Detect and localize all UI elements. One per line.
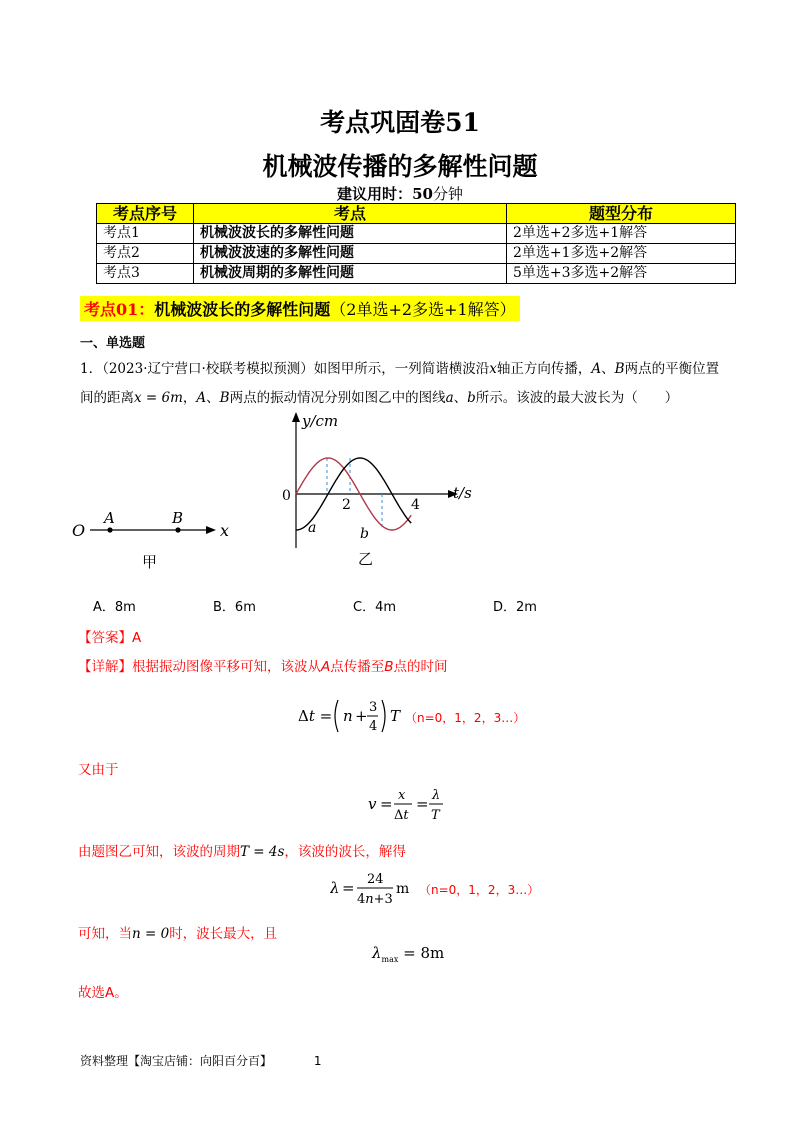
page-subtitle: 机械波传播的多解性问题 [262,152,538,181]
question-fragment: 如图甲所示，一列简谐横波沿 [313,361,490,377]
detail-label: 【详解】 [78,659,132,675]
formula-unit: m [396,881,410,897]
table-row [97,244,736,264]
formula-lambda: λ [330,879,340,897]
formula-num-lambda: λ [432,788,441,803]
formula-den: 4n+3 [357,892,393,907]
table-header: 考点 [194,204,507,224]
question-fragment: 轴正方向传播， [496,361,592,377]
subsection-title: 一、单选题 [80,336,146,351]
formula-velocity [368,782,468,830]
caption-jia: 甲 [142,553,158,571]
suggest-label: 建议用时： [337,185,413,203]
arrow-head-icon [206,526,216,534]
label-x: x [220,521,230,540]
table-cell: 2单选+1多选+2解答 [507,244,736,264]
section-distribution: （2单选+2多选+1解答） [330,300,516,319]
n-zero: n = 0 [132,926,170,942]
choice-A: A．8m [93,600,136,615]
var-a: a [445,390,454,406]
formula-velocity-svg [368,782,468,826]
period-line [78,840,406,860]
var-A: A [591,361,602,377]
question-fragment: 、 [601,361,615,377]
footer-source: 资料整理【淘宝店铺：向阳百分百】 [80,1054,273,1068]
lambda-max-value: = 8m [403,944,445,962]
page-title: 考点巩固卷51 [320,108,480,137]
curve-a-label: a [308,520,317,536]
table-cell: 2单选+2多选+1解答 [507,224,736,244]
answer-line [78,626,141,646]
tick-label-2: 2 [342,497,351,513]
y-axis-label: y/cm [302,412,339,430]
formula-note: （n=0，1，2，3…） [419,883,540,897]
var-A: A [321,659,331,675]
label-B: B [172,509,184,527]
choice-C: C．4m [353,600,397,615]
y-arrow-icon [292,412,300,422]
var-B: B [384,659,394,675]
table-cell: 考点2 [97,244,194,264]
detail-fragment: 点的时间 [393,659,448,675]
formula-eq: = [342,879,355,897]
table-cell: 5单选+3多选+2解答 [507,264,736,284]
formula-eq: = [380,795,393,813]
formula-num-x: x [398,788,406,803]
point-B [175,527,180,532]
section-title: 机械波波长的多解性问题 [154,300,331,319]
conclude-text: 故选A。 [78,985,128,1001]
section-heading [80,296,520,321]
choice-B: B．6m [213,600,256,615]
question-fragment: ， [182,390,197,406]
section-label: 考点01： [84,300,155,319]
question-fragment: 、 [453,390,468,406]
figure-jia [70,505,240,575]
distance-formula: x = 6m [134,390,183,406]
tick-label-4: 4 [411,497,420,513]
topic-table [96,203,736,284]
label-A: A [104,509,115,527]
paren-right [382,700,385,732]
table-cell: 机械波波速的多解性问题 [194,244,507,264]
formula-num: 3 [369,700,378,715]
suggest-unit: 分钟 [432,185,463,203]
footer [80,1052,321,1069]
detail-fragment: 由题图乙可知，该波的周期 [78,844,240,860]
var-B: B [219,390,230,406]
formula-v: v [368,795,377,813]
period-value: T = 4s [240,844,285,860]
page-number: 1 [313,1054,322,1068]
suggest-value: 50 [412,185,433,203]
question-source: （2023·辽宁营口·校联考模拟预测） [102,361,314,377]
formula-text: Δt = [298,707,333,725]
question-text [80,355,720,413]
table-header-row [97,204,736,224]
detail-fragment: 可知，当 [78,926,132,942]
table-header: 题型分布 [507,204,736,224]
table-header: 考点序号 [97,204,194,224]
formula-wavelength-svg [330,866,420,910]
label-O: O [72,521,86,540]
formula-wavelength [330,866,420,914]
formula-den-dt: Δt [394,808,409,823]
detail-fragment: 点传播至 [330,659,385,675]
detail-fragment: 根据振动图像平移可知，该波从 [132,659,321,675]
formula-note: （n=0，1，2，3…） [405,711,526,725]
point-A [107,527,112,532]
question-fragment: 所示。该波的最大波长为（ ） [475,390,679,406]
var-B: B [614,361,625,377]
also-text: 又由于 [78,762,119,778]
paren-left [335,700,338,732]
formula-plus: + [355,707,368,725]
figure-yi [280,410,490,570]
detail-line [78,655,448,675]
answer-value: A [132,630,142,646]
answer-label: 【答案】 [78,630,132,646]
var-A: A [196,390,207,406]
var-b: b [467,390,476,406]
caption-yi: 乙 [358,550,374,568]
formula-lambda-max: $\lambda_{max} = 8m$ [372,944,445,964]
conclusion-line [78,922,277,942]
t-axis-label: t/s [453,484,472,502]
formula-num-24: 24 [367,872,384,887]
var-x: x [489,361,497,377]
formula-den: 4 [369,719,378,734]
choice-D: D．2m [493,600,537,615]
question-fragment: 两点的振动情况分别如图乙中的图线 [229,390,446,406]
question-number: 1． [80,361,103,377]
formula-eq2: = [416,795,429,813]
detail-fragment: ，该波的波长，解得 [284,844,406,860]
suggested-time [0,183,800,204]
formula-n: n [343,707,353,725]
table-row [97,224,736,244]
origin-label: 0 [282,488,291,504]
question-fragment: 、 [206,390,220,406]
table-cell: 机械波周期的多解性问题 [194,264,507,284]
question-fragment: 两点的平衡位置间的距离 [80,361,720,406]
table-cell: 考点1 [97,224,194,244]
table-row [97,264,736,284]
curve-b-label: b [360,526,369,542]
detail-fragment: 时，波长最大，且 [169,926,278,942]
table-cell: 机械波波长的多解性问题 [194,224,507,244]
table-cell: 考点3 [97,264,194,284]
formula-den-T: T [431,808,440,823]
formula-T: T [390,707,401,725]
